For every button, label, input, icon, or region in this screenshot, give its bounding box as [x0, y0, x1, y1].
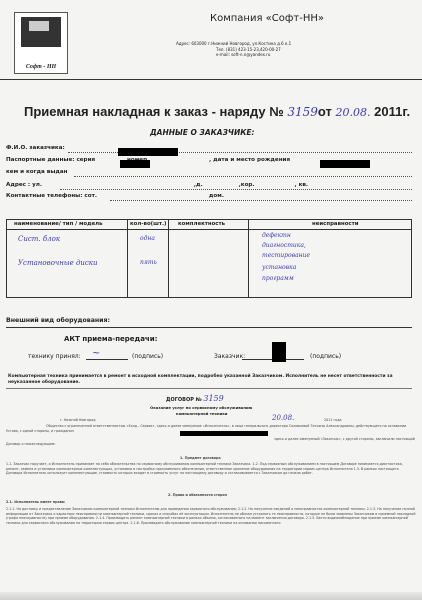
contract-date: 20.08. [272, 414, 295, 422]
customer-label: Заказчик: [214, 353, 246, 360]
col-header-qty: кол-во(шт.) [130, 221, 167, 227]
tech-sign-line [86, 359, 128, 360]
contract-city: г. Нижний Новгород [60, 418, 96, 422]
page-title [24, 104, 410, 119]
company-logo [14, 12, 68, 74]
notice-text: Компьютерная техника принимается в ремонт в исходной комплектации, подробно указанной Заказчиком. Исполнитель не несет ответственности за неуказанное оборудование. [8, 374, 393, 385]
redaction [118, 148, 178, 156]
table-row-fault: дефектн [262, 232, 291, 239]
redaction [120, 160, 150, 168]
order-year: 2011г. [374, 104, 411, 119]
company-phone: Тел. (831) 423-15-23,420-00-27 [216, 46, 281, 52]
appearance-label: Внешний вид оборудования: [6, 317, 110, 324]
table-row-fault: установка [262, 264, 297, 271]
section-divider [6, 327, 412, 328]
title-prefix: Приемная накладная к заказ - наряду № [24, 104, 284, 119]
table-border [411, 219, 412, 298]
table-row-qty: пять [140, 259, 157, 266]
redaction [320, 160, 370, 168]
table-row-fault: тестирование [262, 252, 311, 259]
col-header-set: комплектность [178, 221, 226, 227]
company-address: Адрес: 603000 г.Нижний Новгород, ул.Костина д.6 к.1 [176, 41, 292, 46]
table-row-qty: одна [140, 235, 155, 242]
kv-label: , кв. [294, 182, 309, 188]
fio-label: Ф.И.О. заказчика: [6, 145, 65, 151]
phones-row [6, 193, 224, 199]
title-from: от [317, 104, 332, 119]
table-row-name: Установочные диски [18, 259, 98, 267]
issued-row [6, 169, 68, 175]
table-border [6, 219, 412, 220]
redaction [272, 342, 286, 362]
page-fold [0, 592, 422, 600]
act-heading: АКТ приема-передачи: [64, 335, 158, 343]
section-2-1-text: 2.1.1. На доставку и предоставление Заказчиком компьютерной техники Исполнителю для проведения сервисного обслуживания; 2.1.2. На получение сведений о неисправностях компьютерной техники; 2.1.3. На получение полной информации от Заказчика о характере неисправности компьютерной техники, сроках и способах её эксплуатации. Исполнитель не обязан устранять те неисправности, которые не были заявлены Заказчиком в приемной накладной (графа неисправности) при приеме оборудования. 2.1.4. Производить ремонт компьютерной техники в рамках объема, согласованного на момент заключения договора. 2.1.5. Вести видеонаблюдение при приеме компьютерной техники для сервисного обслуживания на территории сервис-центра. 2.1.6. Производить обслуживание компьютерной техники на основании письменного [6, 507, 416, 525]
address-label: Адрес : ул. [6, 182, 42, 188]
birth-label: , дата и место рождения [209, 157, 291, 163]
table-border [127, 219, 128, 298]
table-border [6, 229, 412, 230]
section-2-title: 2. Права и обязанности сторон [168, 493, 227, 497]
table-border [168, 219, 169, 298]
table-border [6, 219, 7, 298]
table-row-name: Сист. блок [18, 235, 60, 243]
table-row-fault: диагностика, [262, 242, 306, 249]
table-row-fault: программ [262, 275, 294, 282]
tech-accepted-label: технику принял: [28, 353, 81, 360]
section-divider [6, 388, 412, 389]
customer-heading: ДАННЫЕ О ЗАКАЗЧИКЕ: [150, 128, 255, 137]
phones-label: Контактные телефоны: сот. [6, 193, 97, 199]
home-phone-label: дом. [208, 193, 224, 199]
section-1-title: 1. Предмет договора [180, 456, 221, 460]
order-number: 3159 [287, 105, 318, 119]
tech-signature: ~ [92, 348, 101, 359]
contract-preamble-2: здесь и далее именуемый «Заказчик», с другой стороны, заключили настоящий Договор о нижеследующем: [6, 437, 415, 446]
floppy-icon [21, 17, 61, 47]
section-2-1-title: 2.1. Исполнитель имеет право: [6, 500, 66, 504]
table-border [248, 219, 249, 298]
contract-year: 2011 года [324, 418, 342, 422]
company-email: e-mail: soft-n.n@yandex.ru [216, 52, 271, 57]
issued-label: кем и когда выдан [6, 169, 68, 175]
contract-subtitle-2: компьютерной техники [176, 411, 228, 416]
col-header-fault: неисправности [312, 221, 359, 227]
sign-caption-1: (подпись) [132, 353, 164, 360]
redaction [180, 431, 268, 436]
phones-line [110, 200, 412, 201]
korp-label: ,кор. [238, 182, 255, 188]
house-label: ,д. [193, 182, 203, 188]
issued-line [74, 176, 412, 177]
logo-caption: Софт - НН [25, 64, 57, 70]
fio-row [6, 145, 65, 151]
address-row [6, 182, 308, 188]
contract-label: ДОГОВОР № [166, 397, 202, 403]
order-date: 20.08. [335, 106, 371, 119]
section-1-text: 1.1. Заказчик поручает, а Исполнитель принимает на себя обязательства по сервисному обслуживанию компьютерной техники Заказчика. 1.2. Под сервисным обслуживанием в настоящем Договоре понимается диагностика, ремонт, замена и установка компьютерных комплектующих, установка и настройка программного обеспечения, ответственное хранение оборудования на территории сервис-центра Исполнителя 1.3. В рамках настоящего Договора Исполнитель использует комплектующие, стоимость которых входит в стоимость услуг по настоящему договору и согласовывается с Заказчиком до начала работ. [6, 462, 403, 476]
header-divider [0, 79, 422, 80]
passport-label: Паспортные данные: серия [6, 157, 96, 163]
company-name: Компания «Софт-НН» [210, 13, 325, 24]
sign-caption-2: (подпись) [310, 353, 342, 360]
address-line [60, 189, 412, 190]
contract-subtitle-1: Оказание услуг по сервисному обслуживанию [150, 405, 253, 410]
contract-title [166, 394, 224, 403]
contract-number: 3159 [203, 394, 224, 403]
col-header-name: наименование/ тип / модель [14, 221, 103, 227]
table-border [6, 297, 412, 298]
equipment-table [6, 219, 412, 298]
company-contacts [176, 41, 376, 58]
contract-preamble: Общество с ограниченной ответственностью «Холд - Сервис», здесь и далее именуемое «Исполнитель», в лице генерального директора Соловьевой Татьяны Александровны, действующего на основании Устава, с одной стороны, и гражданин [6, 424, 407, 433]
